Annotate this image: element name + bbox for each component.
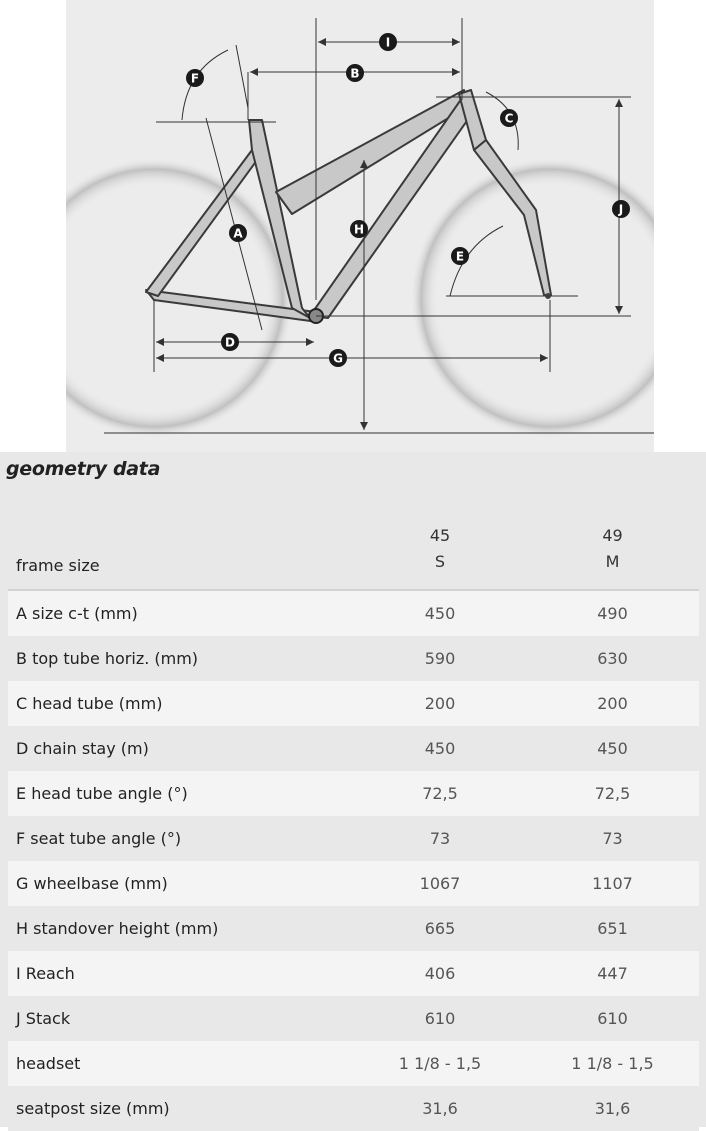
- row-value-m: 610: [526, 996, 699, 1041]
- row-label: J Stack: [8, 996, 354, 1041]
- label-E: [451, 247, 469, 265]
- row-label: headset: [8, 1041, 354, 1086]
- label-D: [221, 333, 239, 351]
- svg-text:G: G: [333, 351, 343, 366]
- row-value-m: 72,5: [526, 771, 699, 816]
- table-row: [8, 816, 699, 861]
- svg-text:D: D: [225, 335, 235, 350]
- table-row: [8, 1086, 699, 1131]
- row-value-m: 447: [526, 951, 699, 996]
- geometry-table: [8, 506, 699, 1131]
- table-row: [8, 590, 699, 636]
- svg-text:I: I: [385, 35, 391, 50]
- label-C: [500, 109, 518, 127]
- label-A: [229, 224, 247, 242]
- row-value-m: 31,6: [526, 1086, 699, 1131]
- row-value-m: 630: [526, 636, 699, 681]
- row-value-m: 490: [526, 590, 699, 636]
- svg-text:B: B: [350, 66, 360, 81]
- row-label: H standover height (mm): [8, 906, 354, 951]
- bike-geometry-diagram: [66, 0, 654, 452]
- label-I: [379, 33, 397, 51]
- row-value-m: 651: [526, 906, 699, 951]
- size-letter: M: [605, 552, 620, 571]
- svg-text:H: H: [353, 222, 365, 237]
- table-row: [8, 1041, 699, 1086]
- size-number: 49: [602, 526, 623, 545]
- row-value-s: 610: [354, 996, 526, 1041]
- table-row: [8, 951, 699, 996]
- label-H: [350, 220, 368, 238]
- row-label: C head tube (mm): [8, 681, 354, 726]
- svg-text:C: C: [504, 111, 514, 126]
- geometry-sketch: [66, 0, 654, 452]
- row-value-m: 73: [526, 816, 699, 861]
- table-row: [8, 636, 699, 681]
- row-label: seatpost size (mm): [8, 1086, 354, 1131]
- frame-size-label: frame size: [8, 506, 354, 590]
- row-value-m: 200: [526, 681, 699, 726]
- row-value-s: 1067: [354, 861, 526, 906]
- svg-text:E: E: [455, 249, 465, 264]
- row-label: A size c-t (mm): [8, 590, 354, 636]
- row-label: E head tube angle (°): [8, 771, 354, 816]
- row-value-s: 406: [354, 951, 526, 996]
- svg-text:A: A: [233, 226, 243, 241]
- size-letter: S: [434, 552, 446, 571]
- row-value-s: 450: [354, 726, 526, 771]
- table-row: [8, 861, 699, 906]
- svg-text:J: J: [618, 202, 624, 217]
- section-heading: geometry data: [6, 458, 161, 480]
- row-value-s: 72,5: [354, 771, 526, 816]
- table-row: [8, 996, 699, 1041]
- row-value-s: 665: [354, 906, 526, 951]
- row-label: G wheelbase (mm): [8, 861, 354, 906]
- label-J: [612, 200, 630, 218]
- front-wheel: [410, 158, 654, 438]
- table-row: [8, 906, 699, 951]
- row-label: B top tube horiz. (mm): [8, 636, 354, 681]
- table-header-row: [8, 506, 699, 590]
- row-value-m: 450: [526, 726, 699, 771]
- size-column-s: [354, 506, 526, 590]
- row-label: D chain stay (m): [8, 726, 354, 771]
- table-row: [8, 681, 699, 726]
- table-row: [8, 771, 699, 816]
- size-number: 45: [429, 526, 451, 545]
- row-value-s: 590: [354, 636, 526, 681]
- row-value-s: 200: [354, 681, 526, 726]
- row-value-s: 450: [354, 590, 526, 636]
- size-column-m: [526, 506, 699, 590]
- label-B: [346, 64, 364, 82]
- label-G: [329, 349, 347, 367]
- row-value-m: 1 1/8 - 1,5: [526, 1041, 699, 1086]
- svg-text:F: F: [190, 71, 200, 86]
- row-value-s: 73: [354, 816, 526, 861]
- label-F: [186, 69, 204, 87]
- table-row: [8, 726, 699, 771]
- row-value-m: 1107: [526, 861, 699, 906]
- row-label: F seat tube angle (°): [8, 816, 354, 861]
- row-value-s: 1 1/8 - 1,5: [354, 1041, 526, 1086]
- row-value-s: 31,6: [354, 1086, 526, 1131]
- row-label: I Reach: [8, 951, 354, 996]
